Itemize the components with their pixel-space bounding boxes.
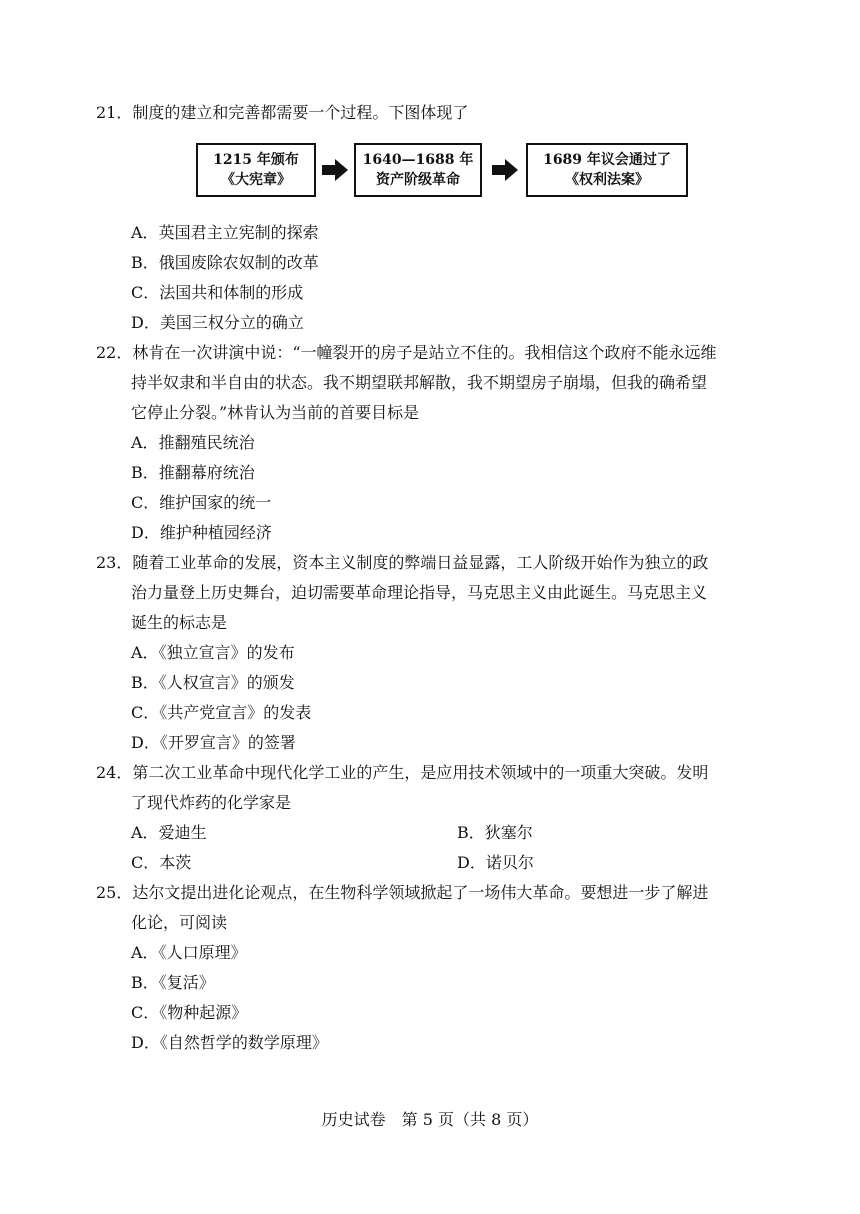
question-stem-continued: 化论，可阅读: [131, 913, 228, 932]
option-a: A．英国君主立宪制的探索: [131, 223, 319, 242]
option-c: C．《共产党宣言》的发表: [131, 703, 312, 722]
question-stem-continued: 诞生的标志是: [131, 613, 228, 632]
right-arrow-icon: [322, 159, 348, 181]
question-stem: 达尔文提出进化论观点，在生物科学领域掀起了一场伟大革命。要想进一步了解进: [132, 883, 709, 902]
question-stem-continued: 了现代炸药的化学家是: [131, 793, 292, 812]
flow-box-2: [354, 143, 482, 197]
question-22: [96, 343, 717, 363]
question-stem-continued: 治力量登上历史舞台，迫切需要革命理论指导，马克思主义由此诞生。马克思主义: [131, 583, 708, 602]
option-b: B．俄国废除农奴制的改革: [131, 253, 319, 272]
right-arrow-icon: [492, 159, 518, 181]
option-b: B．狄塞尔: [457, 823, 533, 842]
question-stem-continued: 它停止分裂。”林肯认为当前的首要目标是: [131, 403, 420, 422]
question-stem-continued: 持半奴隶和半自由的状态。我不期望联邦解散，我不期望房子崩塌，但我的确希望: [131, 373, 708, 392]
option-d: D．《开罗宣言》的签署: [131, 733, 296, 752]
flow-box-1-line2: 《大宪章》: [221, 172, 291, 188]
question-stem: 制度的建立和完善都需要一个过程。下图体现了: [132, 103, 469, 122]
option-a: A．《独立宣言》的发布: [131, 643, 295, 662]
flow-box-2-line2: 资产阶级革命: [376, 172, 460, 188]
option-a: A．爱迪生: [131, 823, 207, 842]
option-d: D．《自然哲学的数学原理》: [131, 1033, 328, 1052]
option-c: C．《物种起源》: [131, 1003, 248, 1022]
question-stem: 林肯在一次讲演中说：“一幢裂开的房子是站立不住的。我相信这个政府不能永远维: [132, 343, 717, 362]
question-stem: 第二次工业革命中现代化学工业的产生，是应用技术领域中的一项重大突破。发明: [132, 763, 709, 782]
option-a: A．《人口原理》: [131, 943, 247, 962]
question-21: [96, 103, 468, 123]
question-number: 21．: [96, 103, 133, 122]
flow-box-1-line1: 1215 年颁布: [213, 152, 299, 168]
question-number: 25．: [96, 883, 133, 902]
option-d: D．美国三权分立的确立: [131, 313, 304, 332]
question-23: [96, 553, 708, 573]
flow-box-1: [196, 143, 316, 197]
question-stem: 随着工业革命的发展，资本主义制度的弊端日益显露，工人阶级开始作为独立的政: [132, 553, 709, 572]
flow-box-3-line2: 《权利法案》: [565, 172, 649, 188]
flow-diagram: [196, 143, 688, 201]
flow-box-2-line1: 1640—1688 年: [362, 152, 474, 168]
option-b: B．《人权宣言》的颁发: [131, 673, 295, 692]
question-25: [96, 883, 708, 903]
question-number: 23．: [96, 553, 133, 572]
option-c: C．本茨: [131, 853, 192, 872]
question-number: 24．: [96, 763, 133, 782]
question-24: [96, 763, 708, 783]
option-a: A．推翻殖民统治: [131, 433, 255, 452]
option-b: B．推翻幕府统治: [131, 463, 255, 482]
question-number: 22．: [96, 343, 133, 362]
flow-box-3: [526, 143, 688, 197]
option-b: B．《复活》: [131, 973, 215, 992]
option-d: D．诺贝尔: [457, 853, 534, 872]
flow-box-3-line1: 1689 年议会通过了: [543, 152, 671, 168]
option-c: C．法国共和体制的形成: [131, 283, 304, 302]
option-c: C．维护国家的统一: [131, 493, 272, 512]
option-d: D．维护种植园经济: [131, 523, 272, 542]
page-footer: 历史试卷 第 5 页（共 8 页）: [321, 1110, 539, 1129]
